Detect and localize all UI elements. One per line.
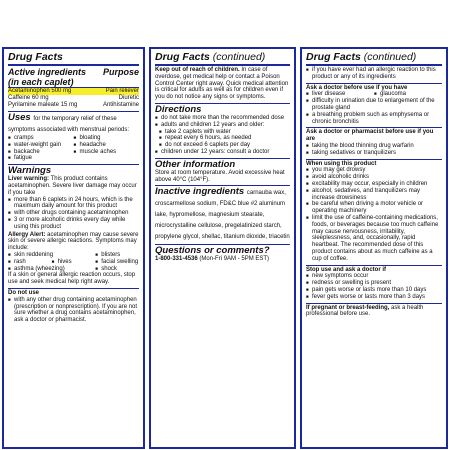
list-item: ■ limit the use of caffeine-containing medications, foods, or beverages because too much caffeine may cause nervousness, irritability, sleeplessness, and, occasionally, rapid heartbeat. The recommended dose of this product contains about as much caffeine as a cup of coffee. — [306, 215, 442, 263]
list-item: ■ fatigue — [8, 155, 74, 162]
list-item: ■ rash — [8, 259, 52, 266]
drug-facts-panel-2 — [149, 47, 296, 449]
uses-section — [8, 111, 139, 135]
questions-contact — [155, 256, 290, 263]
drug-facts-panel-3 — [300, 47, 448, 449]
liver-warning: Liver warning: This product contains acetaminophen. Severe liver damage may occur if you take — [8, 176, 137, 196]
warnings-heading: Warnings — [8, 164, 139, 176]
keep-out-of-reach: Keep out of reach of children. In case of overdose, get medical help or contact a Poison Control Center right away. Quick medical attention is critical for adults as well as for children even if you do not notice any signs or symptoms. — [155, 67, 289, 101]
do-not-use-label: Do not use — [8, 288, 139, 297]
list-item: ■ shock — [95, 266, 139, 273]
list-item: ■ bloating — [74, 135, 140, 142]
stop-use-label: Stop use and ask a doctor if — [306, 265, 442, 274]
ask-doctor-list — [306, 91, 442, 98]
when-using-label: When using this product — [306, 159, 442, 168]
list-item: ■ backache — [8, 149, 74, 156]
phone-number: 1-800-331-4536 — [155, 256, 198, 263]
pregnancy-warning: If pregnant or breast-feeding, ask a health professional before use. — [306, 303, 442, 319]
list-item: ■ avoid alcoholic drinks — [306, 174, 442, 181]
list-item: ■ take 2 caplets with water — [159, 129, 290, 136]
list-item: ■ adults and children 12 years and older: — [155, 122, 290, 129]
inactive-ingredients-heading: Inactive ingredients — [155, 186, 245, 198]
list-item: ■ do not take more than the recommended dose — [155, 115, 290, 122]
drug-facts-panel-1 — [2, 47, 145, 449]
list-item: ■ be careful when driving a motor vehicle or operating machinery — [306, 201, 442, 215]
list-item: ■ muscle aches — [74, 149, 140, 156]
list-item: ■ if you have ever had an allergic reaction to this product or any of its ingredients — [306, 67, 442, 81]
list-item: ■ children under 12 years: consult a doctor — [155, 149, 290, 156]
active-ingredient-row: Acetaminophen 500 mg Pain reliever — [8, 88, 139, 94]
other-information-text: Store at room temperature. Avoid excessive heat above 40°C (104°F). — [155, 169, 285, 183]
list-item: ■ fever gets worse or lasts more than 3 days — [306, 294, 442, 301]
panel-title: Drug Facts (continued) — [306, 51, 442, 66]
directions-heading: Directions — [155, 103, 290, 115]
active-ingredient-row: Pyrilamine maleate 15 mg Antihistamine — [8, 102, 139, 108]
list-item: ■ liver disease — [306, 91, 374, 98]
panel-title: Drug Facts (continued) — [155, 51, 290, 66]
list-item: ■ headache — [74, 142, 140, 149]
other-information-heading: Other information — [155, 158, 290, 170]
ask-doctor-label: Ask a doctor before use if you have — [306, 83, 442, 92]
allergy-alert: Allergy Alert: acetaminophen may cause severe skin or severe allergic reactions. Symptoms may include: — [8, 231, 139, 252]
list-item: ■ with any other drug containing acetaminophen (prescription or nonprescription). If you are not sure whether a drug contains acetaminophen, ask a doctor or pharmacist. — [8, 297, 139, 324]
list-item: ■ asthma (wheezing) — [8, 266, 95, 273]
list-item: ■ facial swelling — [95, 259, 139, 266]
uses-list — [8, 135, 139, 162]
list-item: ■ hives — [52, 259, 96, 266]
list-item: ■ cramps — [8, 135, 74, 142]
active-ingredients-header — [8, 67, 139, 77]
list-item: ■ a breathing problem such as emphysema or chronic bronchitis — [306, 112, 442, 126]
list-item: ■ redness or swelling is present — [306, 280, 442, 287]
list-item: ■ 3 or more alcoholic drinks every day while using this product — [8, 217, 139, 231]
list-item: ■ do not exceed 6 caplets per day — [159, 142, 290, 149]
inactive-ingredients-text: carnauba wax, croscarmellose sodium, FD&C blue #2 aluminum lake, hypromellose, magnesium stearate, microcrystalline cellulose, pregelatinized starch, propylene glycol, shellac, titanium dioxide, triacetin — [155, 190, 290, 241]
list-item: ■ difficulty in urination due to enlargement of the prostate gland — [306, 98, 442, 112]
panel-title: Drug Facts — [8, 51, 139, 66]
active-ingredients-heading: Active ingredients — [8, 67, 87, 77]
list-item: ■ taking the blood thinning drug warfarin — [306, 143, 442, 150]
phone-hours: (Mon-Fri 9AM - 5PM EST) — [199, 256, 270, 263]
list-item: ■ glaucoma — [374, 91, 442, 98]
purpose-heading: Purpose — [102, 67, 139, 77]
list-item: ■ you may get drowsy — [306, 167, 442, 174]
list-item: ■ with other drugs containing acetaminophen — [8, 210, 139, 217]
uses-intro: for the temporary relief of these symptoms associated with menstrual periods: — [8, 116, 130, 133]
allergy-after-text: If a skin or general allergic reaction occurs, stop use and seek medical help right away. — [8, 272, 136, 286]
list-item: ■ excitability may occur, especially in children — [306, 181, 442, 188]
list-item: ■ taking sedatives or tranquilizers — [306, 150, 442, 157]
list-item: ■ repeat every 6 hours, as needed — [159, 135, 290, 142]
list-item: ■ pain gets worse or lasts more than 10 days — [306, 287, 442, 294]
questions-heading: Questions or comments? — [155, 244, 290, 256]
ask-pharmacist-label: Ask a doctor or pharmacist before use if you are — [306, 127, 442, 143]
list-item: ■ more than 6 caplets in 24 hours, which is the maximum daily amount for this product — [8, 197, 139, 211]
list-item: ■ water-weight gain — [8, 142, 74, 149]
list-item: ■ skin reddening — [8, 252, 95, 259]
allergy-symptoms — [8, 252, 139, 272]
active-ingredients-subheading: (in each caplet) — [8, 77, 139, 88]
list-item: ■ alcohol, sedatives, and tranquilizers may increase drowsiness — [306, 188, 442, 202]
list-item: ■ new symptoms occur — [306, 273, 442, 280]
inactive-ingredients-section — [155, 185, 290, 242]
uses-heading: Uses — [8, 112, 31, 123]
list-item: ■ blisters — [95, 252, 139, 259]
active-ingredient-row: Caffeine 60 mg Diuretic — [8, 95, 139, 101]
